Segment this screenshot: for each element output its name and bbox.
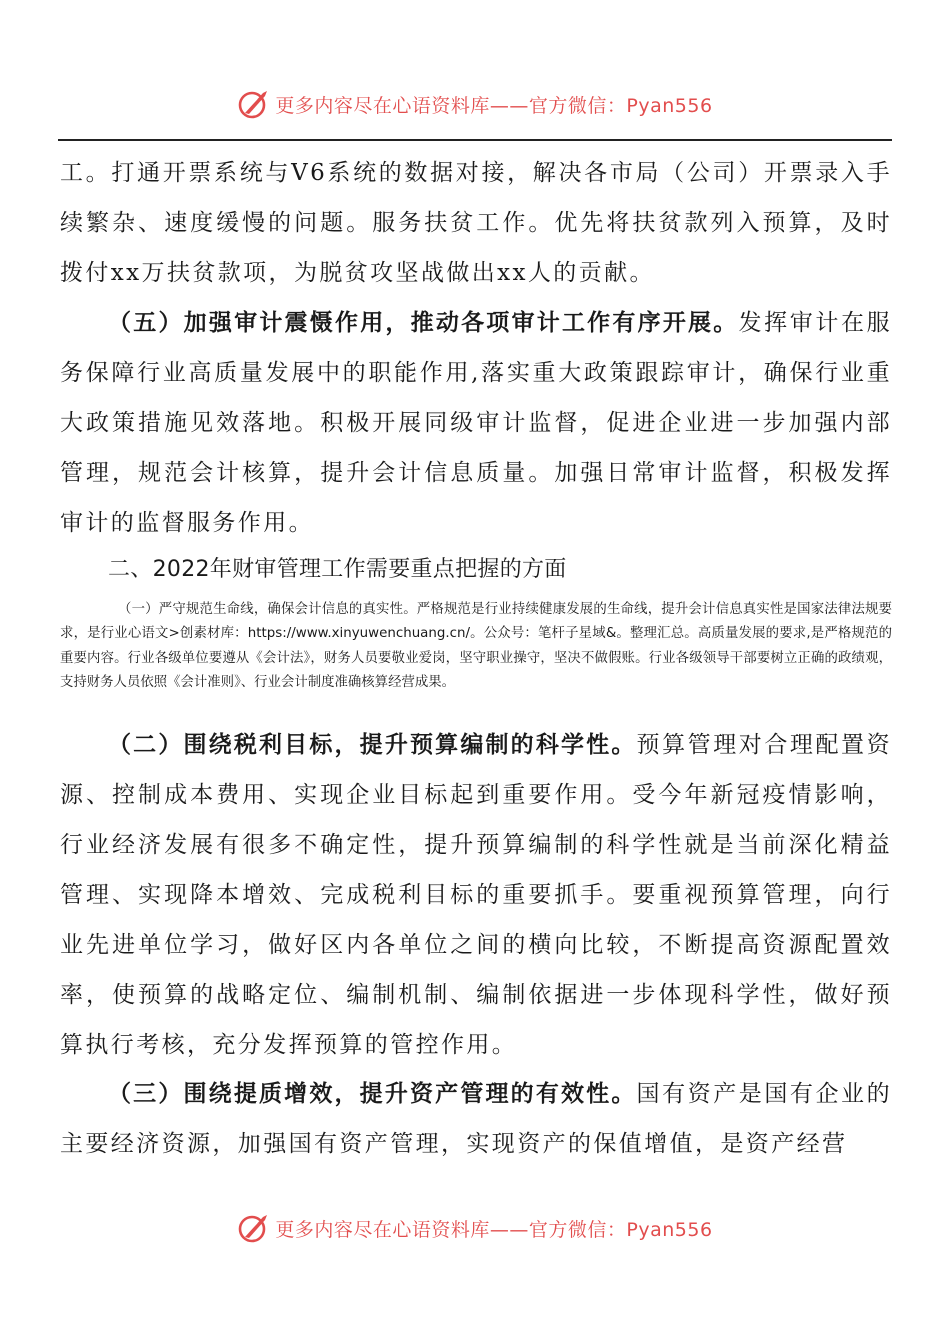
header-banner [0,82,950,126]
section-5-body: 发挥审计在服务保障行业高质量发展中的职能作用,落实重大政策跟踪审计，确保行业重大政策措施见效落地。积极开展同级审计监督，促进企业进一步加强内部管理，规范会计核算，提升会计信息质量。加强日常审计监督，积极发挥审计的监督服务作用。 [60,310,892,536]
section-heading-2: 二、2022年财审管理工作需要重点把握的方面 [108,557,567,582]
continuation-paragraph: 工。打通开票系统与V6系统的数据对接，解决各市局（公司）开票录入手续繁杂、速度缓慢的问题。服务扶贫工作。优先将扶贫款列入预算，及时拨付xx万扶贫款项，为脱贫攻坚战做出xx人的贡献。 [60,160,892,286]
quill-logo-icon [237,87,271,121]
section-5-title: （五）加强审计震慑作用，推动各项审计工作有序开展。 [108,310,739,336]
subsection-2-title: （二）围绕税利目标，提升预算编制的科学性。 [108,732,637,758]
section-5-paragraph [60,298,892,548]
small-print-paragraph: （一）严守规范生命线，确保会计信息的真实性。严格规范是行业持续健康发展的生命线，提升会计信息真实性是国家法律法规要求，是行业心语文>创素材库：https://www.xinyuwenchuang.cn/。公众号：笔杆子星域&。整理汇总。高质量发展的要求,是严格规范的重要内容。行业各级单位要遵从《会计法》，财务人员要敬业爱岗，坚守职业操守，坚决不做假账。行业各级领导干部要树立正确的政绩观，支持财务人员依照《会计准则》、行业会计制度准确核算经营成果。 [60,602,892,691]
footer-banner [0,1206,950,1250]
header-banner-text: 更多内容尽在心语资料库——官方微信：Pyan556 [275,94,713,117]
subsection-3-body: 国有资产是国有企业的主要经济资源，加强国有资产管理，实现资产的保值增值，是资产经营 [60,1081,893,1157]
subsection-3-title: （三）围绕提质增效，提升资产管理的有效性。 [108,1081,637,1107]
footer-banner-text: 更多内容尽在心语资料库——官方微信：Pyan556 [275,1218,713,1241]
subsection-2-body: 预算管理对合理配置资源、控制成本费用、实现企业目标起到重要作用。受今年新冠疫情影响，行业经济发展有很多不确定性，提升预算编制的科学性就是当前深化精益管理、实现降本增效、完成税利目标的重要抓手。要重视预算管理，向行业先进单位学习，做好区内各单位之间的横向比较，不断提高资源配置效率，使预算的战略定位、编制机制、编制依据进一步体现科学性，做好预算执行考核，充分发挥预算的管控作用。 [60,732,893,1058]
header-divider [58,139,892,141]
subsection-3-paragraph [60,1069,892,1169]
quill-logo-icon [237,1211,271,1245]
subsection-2-paragraph [60,720,892,1070]
